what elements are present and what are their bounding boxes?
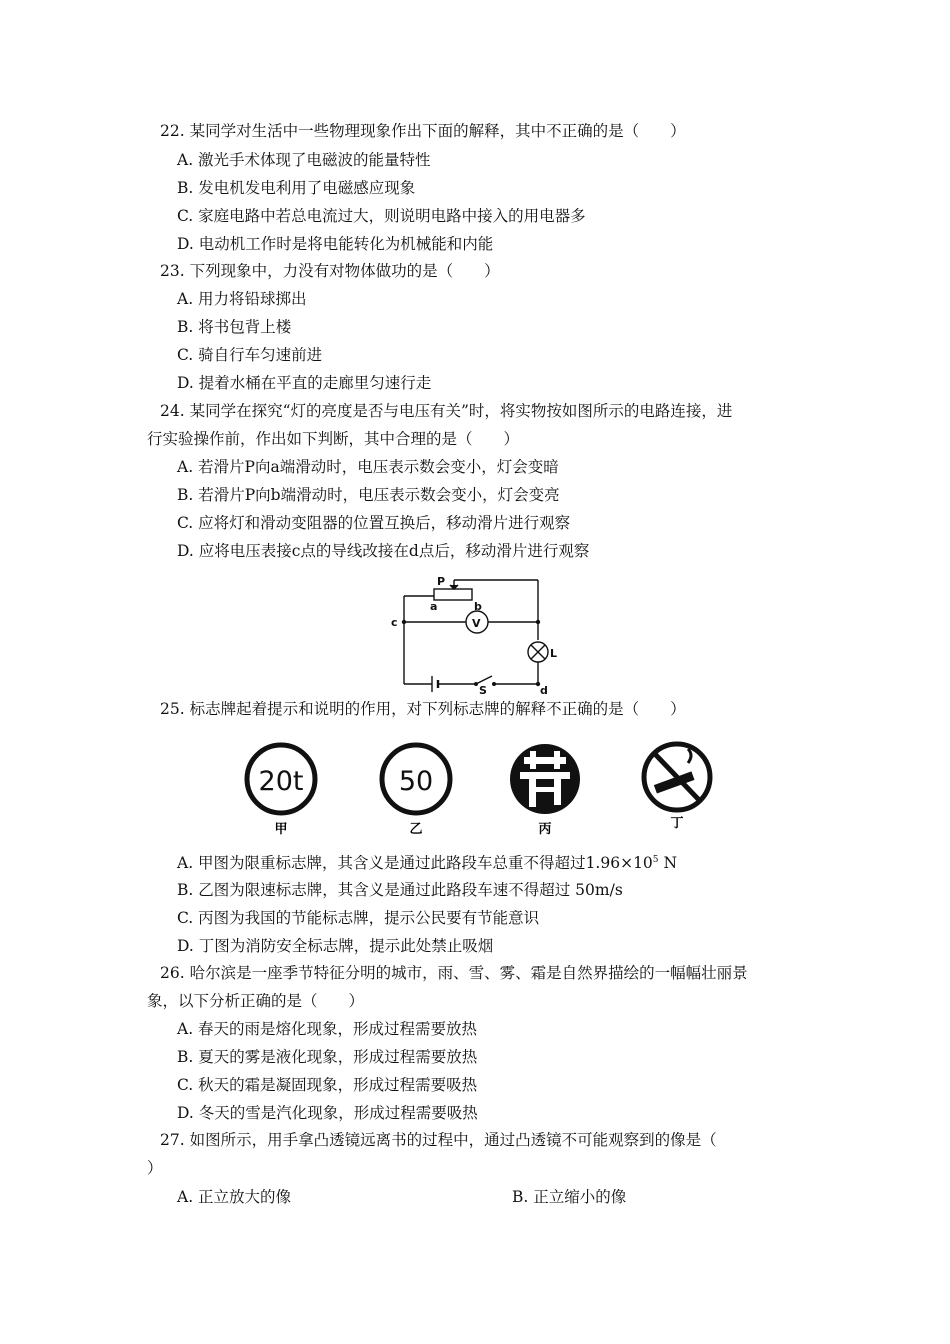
q24-option-b: B. 若滑片P向b端滑动时，电压表示数会变小，灯会变亮	[177, 486, 560, 504]
q22-option-b: B. 发电机发电利用了电磁感应现象	[177, 179, 416, 197]
q27-stem-line1: 27. 如图所示，用手拿凸透镜远离书的过程中，通过凸透镜不可能观察到的像是（	[160, 1131, 717, 1149]
q24-stem-line2: 行实验操作前，作出如下判断，其中合理的是（ ）	[147, 430, 520, 448]
circuit-diagram	[388, 572, 568, 694]
sign-weight-text: 20t	[258, 766, 304, 797]
q26-option-a: A. 春天的雨是熔化现象，形成过程需要放热	[177, 1020, 478, 1038]
q22-option-a: A. 激光手术体现了电磁波的能量特性	[177, 151, 431, 169]
label-c: c	[391, 616, 398, 629]
label-p: P	[437, 575, 446, 588]
q25-option-d: D. 丁图为消防安全标志牌，提示此处禁止吸烟	[177, 937, 494, 955]
q23-stem: 23. 下列现象中，力没有对物体做功的是（ ）	[160, 262, 500, 280]
q26-stem-line1: 26. 哈尔滨是一座季节特征分明的城市，雨、雪、雾、霜是自然界描绘的一幅幅壮丽景	[160, 964, 748, 982]
label-v: V	[472, 617, 481, 630]
traffic-signs	[240, 735, 720, 840]
q23-option-c: C. 骑自行车匀速前进	[177, 346, 323, 364]
q24-option-a: A. 若滑片P向a端滑动时，电压表示数会变小，灯会变暗	[177, 458, 559, 476]
q24-stem-line1: 24. 某同学在探究“灯的亮度是否与电压有关”时，将实物按如图所示的电路连接，进	[160, 402, 733, 420]
q25-option-a-unit: N	[658, 854, 678, 873]
sign-label-ding: 丁	[670, 816, 684, 831]
sign-label-jia: 甲	[274, 822, 288, 837]
q27-option-b: B. 正立缩小的像	[512, 1188, 627, 1206]
label-l: L	[550, 647, 558, 660]
q22-stem: 22. 某同学对生活中一些物理现象作出下面的解释，其中不正确的是（ ）	[160, 122, 686, 140]
sign-no-smoking	[644, 744, 710, 831]
q25-option-a-text: A. 甲图为限重标志牌，其含义是通过此路段车总重不得超过	[177, 854, 586, 873]
q25-option-a	[177, 850, 677, 873]
sign-label-bing: 丙	[538, 822, 552, 837]
q26-option-b: B. 夏天的雾是液化现象，形成过程需要放热	[177, 1048, 478, 1066]
label-s: S	[479, 684, 487, 694]
q25-stem: 25. 标志牌起着提示和说明的作用，对下列标志牌的解释不正确的是（ ）	[160, 700, 686, 718]
sign-speed-text: 50	[398, 766, 434, 797]
q25-option-b: B. 乙图为限速标志牌，其含义是通过此路段车速不得超过 50m/s	[177, 881, 623, 899]
q26-option-d: D. 冬天的雪是汽化现象，形成过程需要吸热	[177, 1104, 478, 1122]
q27-option-a: A. 正立放大的像	[177, 1188, 292, 1206]
q25-option-a-exp: 5	[652, 855, 659, 865]
sign-weight-limit	[247, 745, 315, 837]
q22-option-c: C. 家庭电路中若总电流过大，则说明电路中接入的用电器多	[177, 207, 586, 225]
q27-stem-line2: ）	[147, 1159, 163, 1177]
q23-option-d: D. 提着水桶在平直的走廊里匀速行走	[177, 374, 432, 392]
label-a: a	[430, 600, 438, 613]
q26-option-c: C. 秋天的霜是凝固现象，形成过程需要吸热	[177, 1076, 478, 1094]
q25-option-a-times: ×10	[620, 854, 653, 873]
q26-stem-line2: 象，以下分析正确的是（ ）	[147, 992, 365, 1010]
q25-option-a-value: 1.96	[585, 854, 621, 873]
label-d: d	[540, 684, 548, 694]
sign-label-yi: 乙	[409, 822, 423, 837]
q25-option-c: C. 丙图为我国的节能标志牌，提示公民要有节能意识	[177, 909, 540, 927]
q24-option-d: D. 应将电压表接c点的导线改接在d点后，移动滑片进行观察	[177, 542, 590, 560]
rheostat	[434, 589, 472, 600]
label-b: b	[474, 600, 482, 613]
q23-option-b: B. 将书包背上楼	[177, 318, 292, 336]
q22-option-d: D. 电动机工作时是将电能转化为机械能和内能	[177, 235, 494, 253]
sign-speed-limit	[382, 745, 450, 837]
sign-energy-saving	[510, 744, 580, 837]
q23-option-a: A. 用力将铅球掷出	[177, 290, 307, 308]
q24-option-c: C. 应将灯和滑动变阻器的位置互换后，移动滑片进行观察	[177, 514, 571, 532]
